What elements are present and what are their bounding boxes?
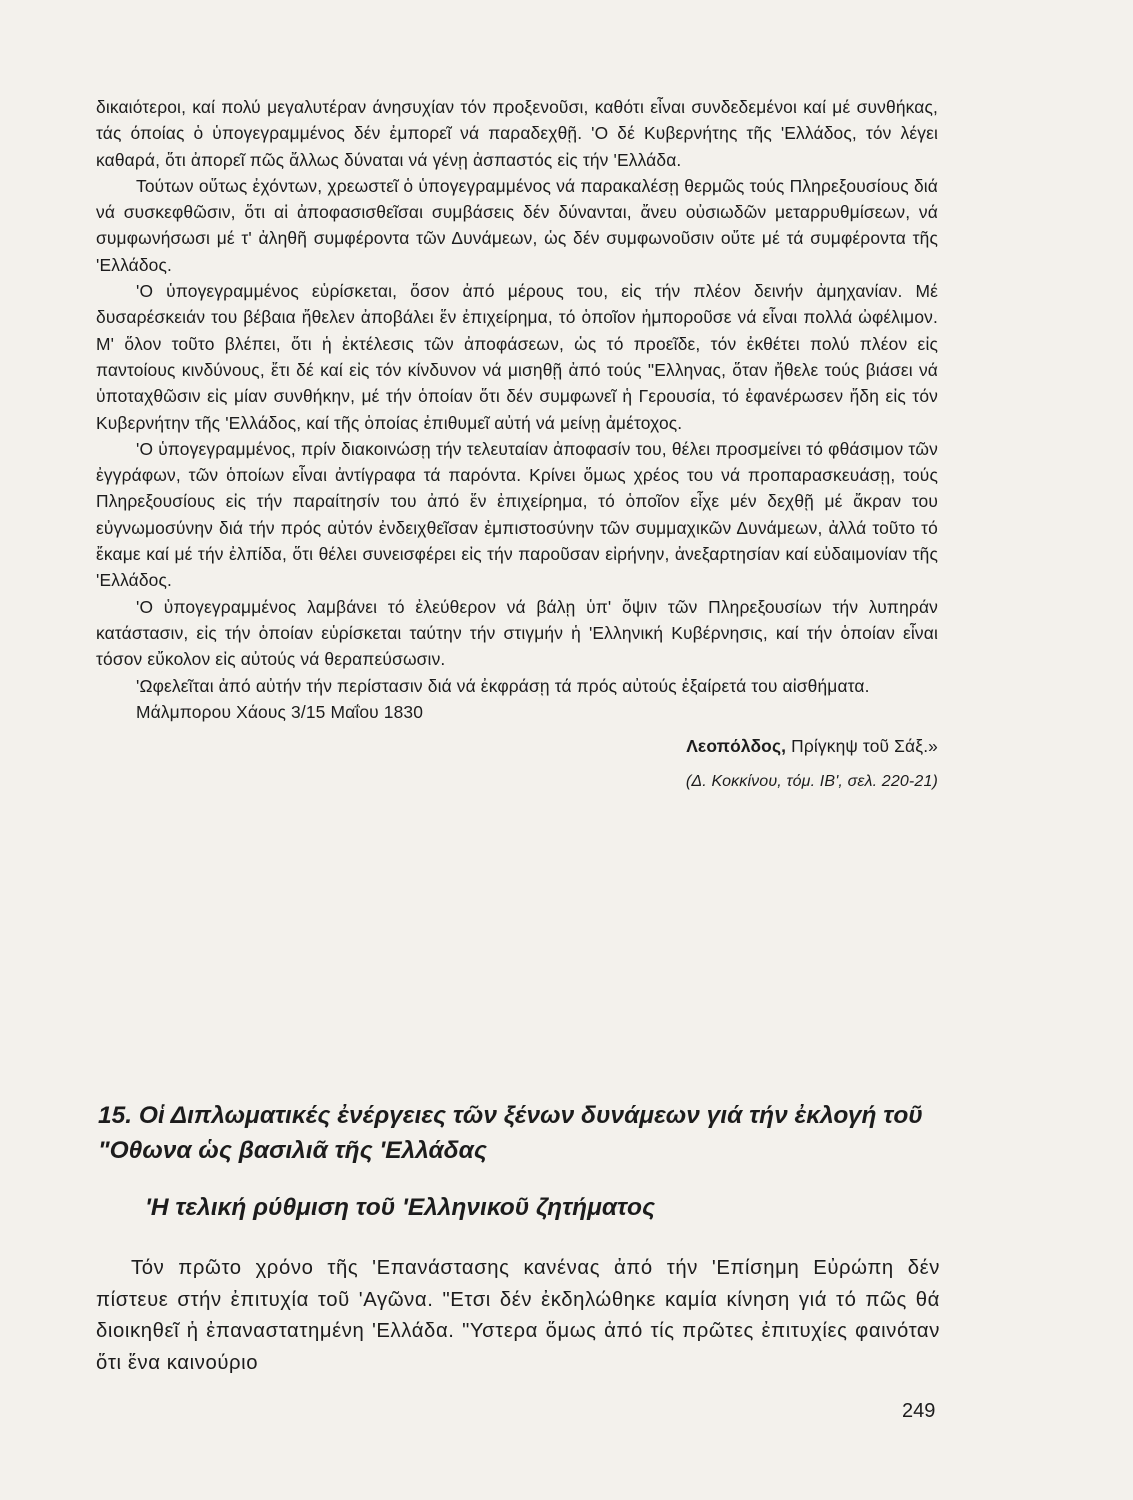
section-subheading: 'Η τελική ρύθμιση τοῦ 'Ελληνικοῦ ζητήματος bbox=[145, 1194, 656, 1221]
signature bbox=[96, 733, 938, 759]
paragraph: 'Ο ὑπογεγραμμένος εὑρίσκεται, ὅσον ἀπό μέρους του, εἰς τήν πλέον δεινήν ἀμηχανίαν. Μέ δυσαρέσκειάν του βέβαια ἤθελεν ἀποβάλει ἕν ἐπιχείρημα, τό ὁποῖον ἠμποροῦσε νά εἶναι πολλά ὠφέλιμον. Μ' ὅλον τοῦτο βλέπει, ὅτι ἡ ἐκτέλεσις τῶν ἀποφάσεων, ὡς τό προεῖδε, τόν ἐκθέτει πολύ πλέον εἰς παντοίους κινδύνους, ἔτι δέ καί εἰς τόν κίνδυνον νά μισηθῇ ἀπό τούς "Ελληνας, ὅταν ἤθελε τούς βιάσει νά ὑποταχθῶσιν εἰς μίαν συνθήκην, μέ τήν ὁποίαν ὅτι δέν συμφωνεῖ ἡ Γερουσία, τό ἐφανέρωσεν ἤδη εἰς τόν Κυβερνήτην τῆς 'Ελλάδος, καί τῆς ὁποίας ἐπιθυμεῖ αὐτή νά μείνῃ ἀμέτοχος. bbox=[96, 281, 938, 433]
paragraph: Τούτων οὕτως ἐχόντων, χρεωστεῖ ὁ ὑπογεγραμμένος νά παρακαλέσῃ θερμῶς τούς Πληρεξουσίους διά νά συσκεφθῶσιν, ὅτι αἱ ἀποφασισθεῖσαι συμβάσεις δέν δύνανται, ἄνευ οὐσιωδῶν μεταρρυθμίσεων, νά συμφωνήσωσι μέ τ' ἀληθῆ συμφέροντα τῶν Δυνάμεων, ὡς δέν συμφωνοῦσιν οὔτε μέ τά συμφέροντα τῆς 'Ελλάδος. bbox=[96, 175, 938, 275]
paragraph: δικαιότεροι, καί πολύ μεγαλυτέραν άνησυχίαν τόν προξενοῦσι, καθότι εἶναι συνδεδεμένοι καί μέ συνθήκας, τάς όποίας ὁ ὑπογεγραμμένος δέν ἐμπορεῖ νά παραδεχθῇ. 'Ο δέ Κυβερνήτης τῆς 'Ελλάδος, τόν λέγει καθαρά, ὅτι ἀπορεῖ πῶς ἄλλως δύναται νά γένῃ ἀσπαστός εἰς τήν 'Ελλάδα. bbox=[96, 97, 938, 170]
signature-title: Πρίγκηψ τοῦ Σάξ.» bbox=[791, 736, 938, 757]
paragraph: 'Ο ὑπογεγραμμένος λαμβάνει τό ἐλεύθερον νά βάλῃ ὑπ' ὄψιν τῶν Πληρεξουσίων τήν λυπηράν κατάστασιν, εἰς τήν ὁποίαν εὑρίσκεται ταύτην τήν στιγμήν ἡ 'Ελληνική Κυβέρνησις, καί τήν ὁποίαν εἶναι τόσον εὔκολον εἰς αὐτούς νά θεραπεύσωσιν. bbox=[96, 596, 938, 670]
paragraph: 'Ο ὑπογεγραμμένος, πρίν διακοινώσῃ τήν τελευταίαν ἀποφασίν του, θέλει προσμείνει τό φθάσιμον τῶν ἐγγράφων, τῶν ὁποίων εἶναι ἀντίγραφα τά παρόντα. Κρίνει ὅμως χρέος του νά προπαρασκευάσῃ, τούς Πληρεξουσίους εἰς τήν παραίτησίν του ἀπό ἕν ἐπιχείρημα, τό ὁποῖον εἶχε μέν δεχθῇ μέ ἄκραν του εὐγνωμοσύνην διά τήν πρός αὐτόν ἐνδειχθεῖσαν ἐμπιστοσύνην τῶν συμμαχικῶν Δυνάμεων, ἀλλά τοῦτο τό ἔκαμε καί μέ τήν ἐλπίδα, ὅτι θέλει συνεισφέρει εἰς τήν παροῦσαν εἰρήνην, ἀνεξαρτησίαν καί εὐδαιμονίαν τῆς 'Ελλάδος. bbox=[96, 438, 938, 591]
section-heading: 15. Οἱ Διπλωματικές ἐνέργειες τῶν ξένων δυνάμεων γιά τήν ἐκλογή τοῦ "Οθωνα ὡς βασιλιᾶ τῆς 'Ελλάδας bbox=[98, 1102, 923, 1164]
signature-name: Λεοπόλδος, bbox=[686, 736, 787, 757]
citation: (Δ. Κοκκίνου, τόμ. ΙΒ', σελ. 220-21) bbox=[685, 773, 938, 791]
letter-body bbox=[96, 94, 938, 796]
section-intro-paragraph: Τόν πρῶτο χρόνο τῆς 'Επανάστασης κανένας ἀπό τήν 'Επίσημη Εὐρώπη δέν πίστευε στήν ἐπιτυχία τοῦ 'Αγῶνα. "Ετσι δέν ἐκδηλώθηκε καμία κίνηση γιά τό πῶς θά διοικηθεῖ ἡ ἐπαναστατημένη 'Ελλάδα. "Υστερα ὅμως ἀπό τίς πρῶτες ἐπιτυχίες φαινόταν ὅτι ἕνα καινούριο bbox=[96, 1257, 940, 1374]
page-number: 249 bbox=[902, 1400, 936, 1422]
paragraph: 'Ωφελεῖται ἀπό αὐτήν τήν περίστασιν διά νά ἐκφράσῃ τά πρός αὐτούς ἐξαίρετά του αἰσθήματα. bbox=[136, 675, 870, 696]
place-date: Μάλμπορου Χάους 3/15 Μαΐου 1830 bbox=[136, 701, 424, 722]
